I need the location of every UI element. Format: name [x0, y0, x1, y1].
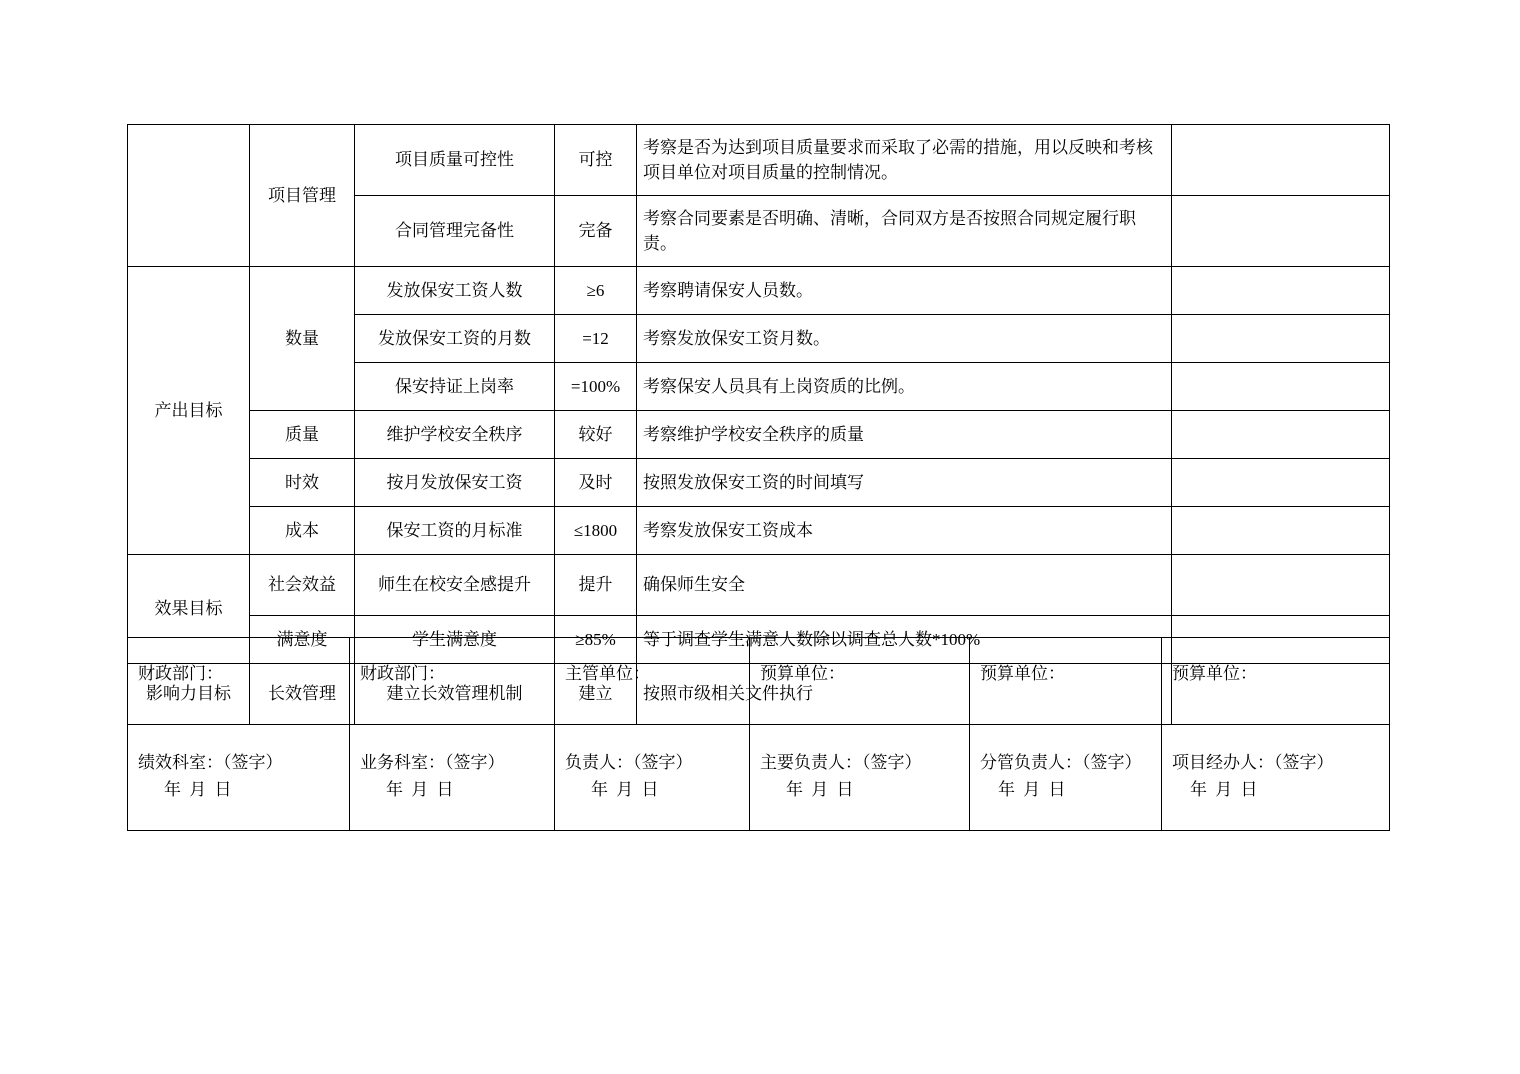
- row-description-cell: 考察合同要素是否明确、清晰，合同双方是否按照合同规定履行职责。: [637, 196, 1172, 267]
- table-row: [128, 125, 1390, 196]
- row-remark-cell: [1172, 267, 1390, 315]
- row-description-cell: 考察保安人员具有上岗资质的比例。: [637, 363, 1172, 411]
- signature-role-label: 主要负责人：（签字）: [760, 753, 922, 773]
- performance-indicator-table: [127, 124, 1390, 725]
- row-indicator-cell: 发放保安工资的月数: [355, 315, 555, 363]
- row-value-cell: 提升: [555, 555, 637, 616]
- row-description-cell: 考察发放保安工资月数。: [637, 315, 1172, 363]
- signature-cell-finance-business: [350, 638, 555, 831]
- row-group-cell: 影响力目标: [128, 664, 250, 725]
- row-group-cell: 效果目标: [128, 555, 250, 664]
- signature-org-label: 主管单位：: [565, 664, 650, 683]
- row-indicator-cell: 维护学校安全秩序: [355, 411, 555, 459]
- row-description-cell: 考察聘请保安人员数。: [637, 267, 1172, 315]
- signature-date-line: 年 月 日: [386, 780, 456, 800]
- row-group-cell: 产出目标: [128, 267, 250, 555]
- row-value-cell: ≤1800: [555, 507, 637, 555]
- signature-org-label: 预算单位：: [1172, 664, 1257, 683]
- row-description-cell: 按照发放保安工资的时间填写: [637, 459, 1172, 507]
- row-remark-cell: [1172, 196, 1390, 267]
- row-category-cell: 时效: [250, 459, 355, 507]
- row-category-cell: 数量: [250, 267, 355, 411]
- row-value-cell: 较好: [555, 411, 637, 459]
- row-indicator-cell: 学生满意度: [355, 616, 555, 664]
- table-row: [128, 507, 1390, 555]
- row-category-cell: 质量: [250, 411, 355, 459]
- signature-date-line: 年 月 日: [591, 780, 661, 800]
- table-row: [128, 267, 1390, 315]
- signature-date-line: 年 月 日: [164, 780, 234, 800]
- row-remark-cell: [1172, 555, 1390, 616]
- signature-cell-budget-unit-deputy: [970, 638, 1162, 831]
- row-value-cell: 可控: [555, 125, 637, 196]
- row-remark-cell: [1172, 363, 1390, 411]
- signature-org-label: 财政部门：: [360, 664, 445, 683]
- row-indicator-cell: 保安工资的月标准: [355, 507, 555, 555]
- row-remark-cell: [1172, 315, 1390, 363]
- row-value-cell: ≥85%: [555, 616, 637, 664]
- row-description-cell: 考察是否为达到项目质量要求而采取了必需的措施，用以反映和考核项目单位对项目质量的控制情况。: [637, 125, 1172, 196]
- signature-cell-project-handler: [1162, 638, 1390, 831]
- row-description-cell: 考察发放保安工资成本: [637, 507, 1172, 555]
- row-value-cell: ≥6: [555, 267, 637, 315]
- signature-table: [127, 637, 1390, 831]
- row-indicator-cell: 保安持证上岗率: [355, 363, 555, 411]
- signature-cell-supervising-unit: [555, 638, 750, 831]
- row-value-cell: 及时: [555, 459, 637, 507]
- row-description-cell: 考察维护学校安全秩序的质量: [637, 411, 1172, 459]
- signature-row: [128, 638, 1390, 831]
- signature-org-label: 预算单位：: [760, 664, 845, 683]
- row-category-cell: 社会效益: [250, 555, 355, 616]
- row-category-cell: 满意度: [250, 616, 355, 664]
- signature-date-line: 年 月 日: [998, 780, 1068, 800]
- signature-role-label: 分管负责人：（签字）: [980, 753, 1142, 773]
- row-category-cell: 长效管理: [250, 664, 355, 725]
- row-description-cell: 等于调查学生满意人数除以调查总人数*100%: [637, 616, 1172, 664]
- signature-cell-budget-unit-main: [750, 638, 970, 831]
- row-category-cell: 成本: [250, 507, 355, 555]
- row-description-cell: 确保师生安全: [637, 555, 1172, 616]
- row-group-cell: [128, 125, 250, 267]
- row-value-cell: =12: [555, 315, 637, 363]
- signature-date-line: 年 月 日: [1190, 780, 1260, 800]
- signature-org-label: 财政部门：: [138, 664, 223, 683]
- row-indicator-cell: 合同管理完备性: [355, 196, 555, 267]
- row-value-cell: 完备: [555, 196, 637, 267]
- row-remark-cell: [1172, 459, 1390, 507]
- row-indicator-cell: 发放保安工资人数: [355, 267, 555, 315]
- row-description-cell: 按照市级相关文件执行: [637, 664, 1172, 725]
- signature-role-label: 负责人：（签字）: [565, 753, 693, 773]
- table-row: [128, 459, 1390, 507]
- row-indicator-cell: 师生在校安全感提升: [355, 555, 555, 616]
- row-indicator-cell: 按月发放保安工资: [355, 459, 555, 507]
- row-category-cell: 项目管理: [250, 125, 355, 267]
- row-remark-cell: [1172, 411, 1390, 459]
- table-row: [128, 411, 1390, 459]
- signature-role-label: 绩效科室：（签字）: [138, 753, 283, 773]
- signature-role-label: 项目经办人：（签字）: [1172, 753, 1334, 773]
- signature-date-line: 年 月 日: [786, 780, 856, 800]
- row-indicator-cell: 项目质量可控性: [355, 125, 555, 196]
- row-remark-cell: [1172, 507, 1390, 555]
- signature-role-label: 业务科室：（签字）: [360, 753, 505, 773]
- row-indicator-cell: 建立长效管理机制: [355, 664, 555, 725]
- row-remark-cell: [1172, 125, 1390, 196]
- signature-org-label: 预算单位：: [980, 664, 1065, 683]
- signature-cell-finance-performance: [128, 638, 350, 831]
- table-row: [128, 555, 1390, 616]
- row-value-cell: 建立: [555, 664, 637, 725]
- row-value-cell: =100%: [555, 363, 637, 411]
